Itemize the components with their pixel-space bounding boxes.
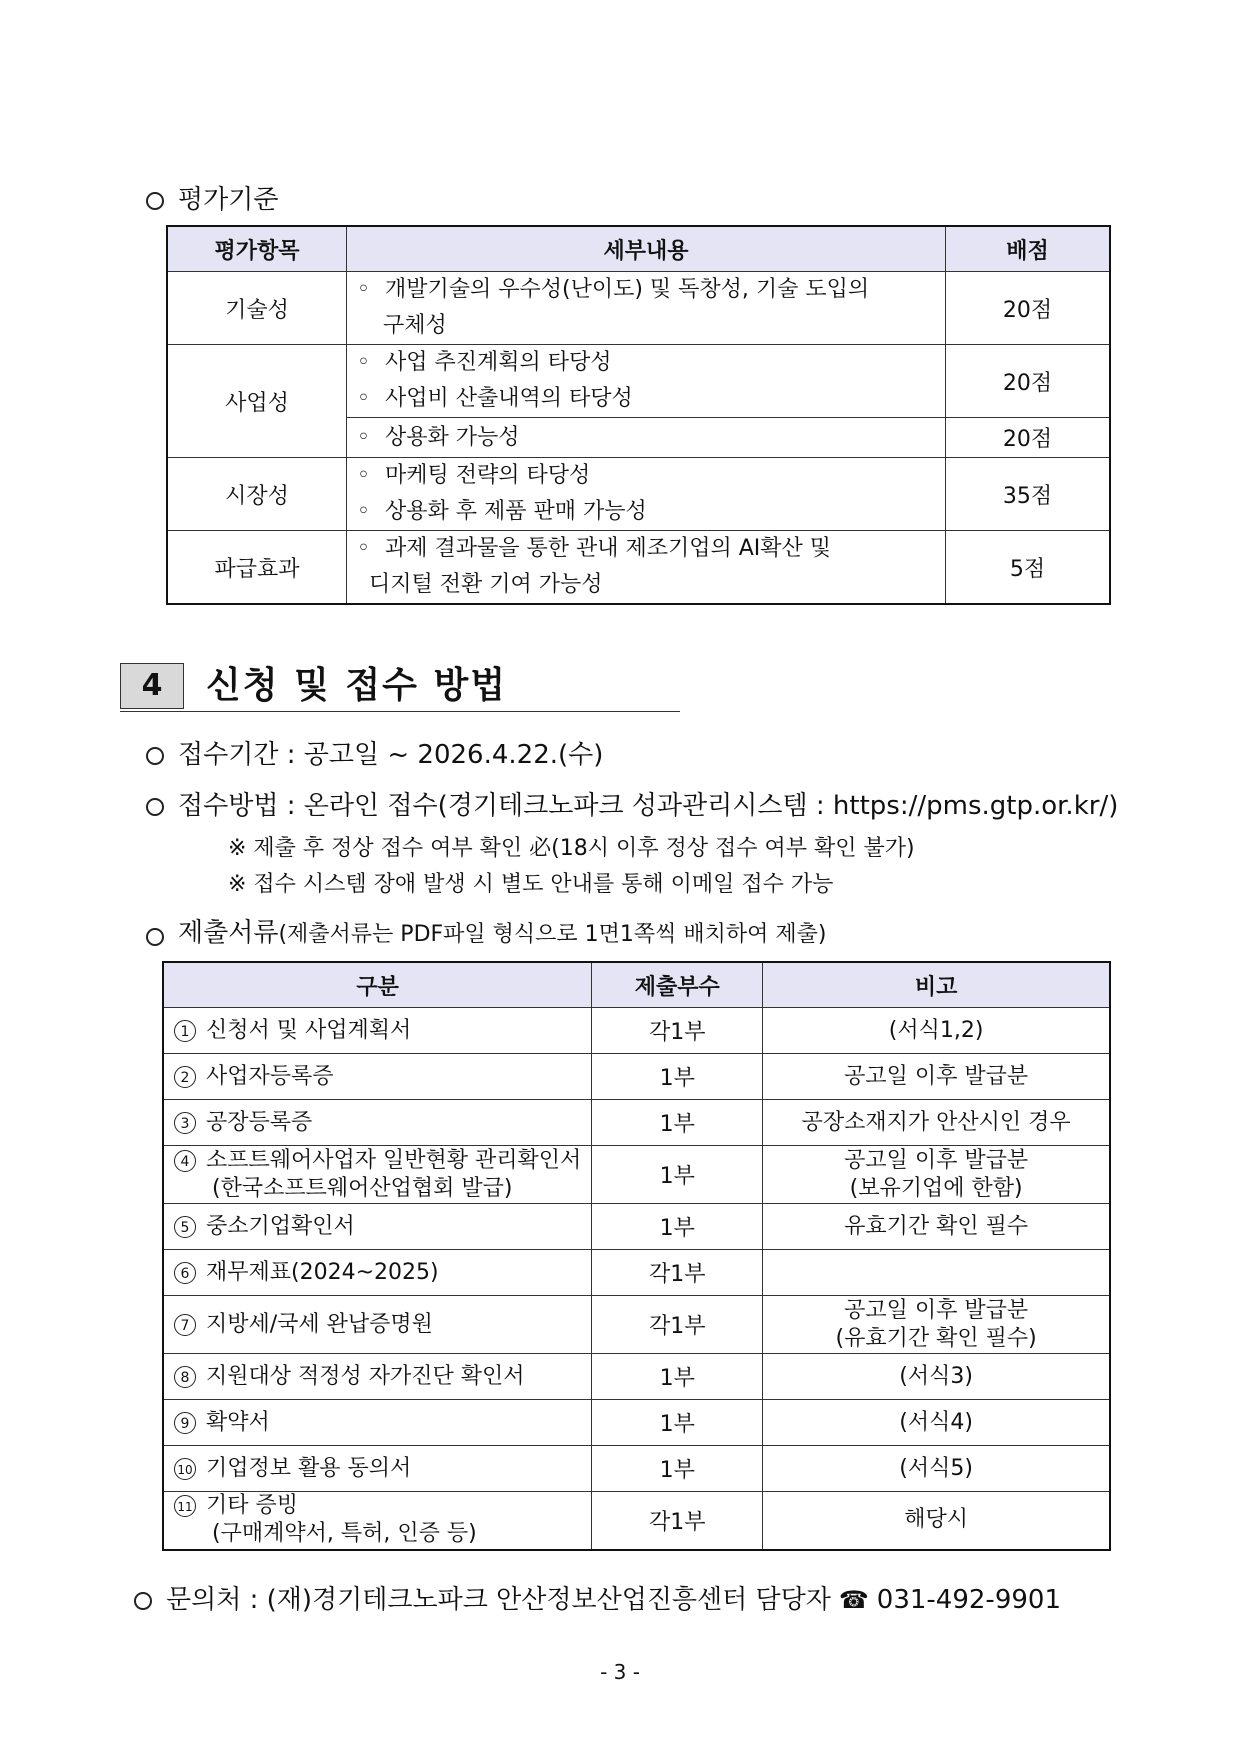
circle-bullet-icon (146, 192, 164, 210)
eval-header-score: 배점 (946, 226, 1111, 272)
section-number: 4 (120, 663, 184, 709)
circled-number: 11 (174, 1495, 196, 1517)
eval-row-biz (167, 345, 1110, 418)
eval-detail: ◦ 사업 추진계획의 타당성 ◦ 사업비 산출내역의 타당성 (347, 345, 946, 418)
contact-label: 문의처 : (재)경기테크노파크 안산정보산업진흥센터 담당자 (166, 1585, 831, 1615)
docs-row: 8 지원대상 적정성 자가진단 확인서 1부 (서식3) (163, 1354, 1110, 1400)
docs-header-remark: 비고 (763, 962, 1110, 1008)
circled-number: 2 (174, 1066, 196, 1088)
eval-detail: ◦ 과제 결과물을 통한 관내 제조기업의 AI확산 및 디지털 전환 기여 가능성 (347, 531, 946, 605)
circled-number: 7 (174, 1314, 196, 1336)
eval-detail: ◦ 개발기술의 우수성(난이도) 및 독창성, 기술 도입의 구체성 (347, 272, 946, 345)
note-1: ※ 제출 후 정상 접수 여부 확인 必(18시 이후 정상 접수 여부 확인 불가) (228, 836, 915, 861)
eval-table (166, 225, 1111, 605)
docs-row: 6 재무제표(2024~2025) 각1부 (163, 1250, 1110, 1296)
eval-item: 시장성 (167, 458, 347, 531)
docs-header-category: 구분 (163, 962, 592, 1008)
docs-row: 9 확약서 1부 (서식4) (163, 1400, 1110, 1446)
section-title: 신청 및 접수 방법 (206, 665, 508, 706)
circle-bullet-icon (146, 747, 164, 765)
docs-row: 10 기업정보 활용 동의서 1부 (서식5) (163, 1446, 1110, 1492)
docs-table (162, 961, 1111, 1551)
circle-bullet-icon (146, 798, 164, 816)
section-underline (120, 711, 680, 712)
note-2: ※ 접수 시스템 장애 발생 시 별도 안내를 통해 이메일 접수 가능 (228, 872, 834, 897)
eval-row-impact (167, 531, 1110, 605)
period-text: 접수기간 : 공고일 ~ 2026.4.22.(수) (178, 740, 604, 770)
docs-row: 7 지방세/국세 완납증명원 각1부 공고일 이후 발급분 (유효기간 확인 필수) (163, 1296, 1110, 1354)
circled-number: 5 (174, 1216, 196, 1238)
circled-number: 3 (174, 1112, 196, 1134)
circled-number: 6 (174, 1262, 196, 1284)
eval-score: 20점 (946, 418, 1111, 458)
eval-score: 20점 (946, 272, 1111, 345)
eval-detail: ◦ 마케팅 전략의 타당성 ◦ 상용화 후 제품 판매 가능성 (347, 458, 946, 531)
docs-row: 5 중소기업확인서 1부 유효기간 확인 필수 (163, 1204, 1110, 1250)
method-line (146, 789, 1118, 823)
docs-row: 4 소프트웨어사업자 일반현황 관리확인서 (한국소프트웨어산업협회 발급) 1부 공고일 이후 발급분 (보유기업에 한함) (163, 1146, 1110, 1204)
eval-heading (146, 183, 278, 217)
docs-header-row (163, 962, 1110, 1008)
circled-number: 10 (174, 1458, 196, 1480)
docs-heading-main: 제출서류 (178, 918, 279, 948)
eval-item: 사업성 (167, 345, 347, 458)
page-number: - 3 - (600, 1660, 640, 1684)
docs-heading-sub: (제출서류는 PDF파일 형식으로 1면1쪽씩 배치하여 제출) (278, 922, 827, 947)
circled-number: 4 (174, 1150, 196, 1172)
eval-score: 20점 (946, 345, 1111, 418)
contact-line (134, 1583, 1061, 1617)
docs-row: 11 기타 증빙 (구매계약서, 특허, 인증 등) 각1부 해당시 (163, 1492, 1110, 1550)
eval-row-market (167, 458, 1110, 531)
eval-heading-text: 평가기준 (178, 185, 279, 215)
contact-phone: 031-492-9901 (876, 1585, 1061, 1615)
circled-number: 1 (174, 1020, 196, 1042)
docs-heading (146, 916, 827, 953)
circled-number: 8 (174, 1366, 196, 1388)
phone-icon: ☎ (838, 1586, 869, 1614)
docs-row: 1 신청서 및 사업계획서 각1부 (서식1,2) (163, 1008, 1110, 1054)
circle-bullet-icon (146, 928, 164, 946)
eval-detail: ◦ 상용화 가능성 (347, 418, 946, 458)
eval-row-tech (167, 272, 1110, 345)
eval-header-item: 평가항목 (167, 226, 347, 272)
section-heading (120, 663, 680, 713)
eval-header-detail: 세부내용 (347, 226, 946, 272)
circle-bullet-icon (134, 1592, 152, 1610)
circled-number: 9 (174, 1412, 196, 1434)
docs-header-copies: 제출부수 (592, 962, 763, 1008)
docs-row: 3 공장등록증 1부 공장소재지가 안산시인 경우 (163, 1100, 1110, 1146)
docs-row: 2 사업자등록증 1부 공고일 이후 발급분 (163, 1054, 1110, 1100)
eval-score: 35점 (946, 458, 1111, 531)
period-line (146, 738, 603, 772)
method-text: 접수방법 : 온라인 접수(경기테크노파크 성과관리시스템 : https://pms.gtp.or.kr/) (178, 791, 1119, 821)
eval-score: 5점 (946, 531, 1111, 605)
eval-item: 기술성 (167, 272, 347, 345)
eval-item: 파급효과 (167, 531, 347, 605)
eval-header-row (167, 226, 1110, 272)
